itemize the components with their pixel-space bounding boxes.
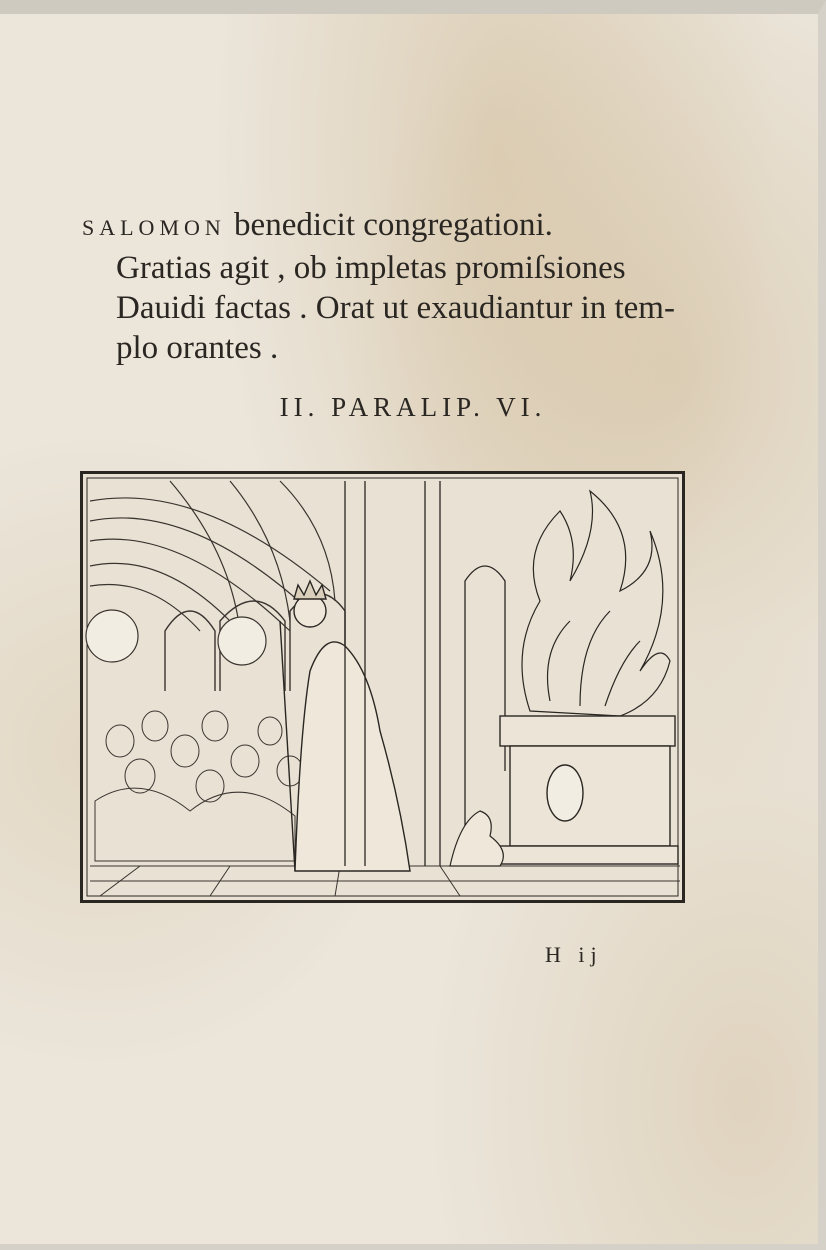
summary-name: SALOMON [82, 215, 226, 240]
summary-line-2: Gratias agit , ob impletas promiſsiones [116, 250, 626, 286]
summary-line-3: Dauidi factas . Orat ut exaudiantur in tem- [116, 290, 675, 326]
scripture-reference: II. PARALIP. VI. [279, 392, 547, 422]
chapter-summary [82, 205, 722, 368]
summary-line-1 [82, 205, 722, 248]
summary-line-4: plo orantes . [116, 330, 279, 366]
woodcut-illustration [80, 471, 685, 903]
woodcut-image [80, 471, 685, 903]
summary-line-1-rest: benedicit congregationi. [225, 207, 553, 243]
signature-mark: H ij [545, 942, 603, 967]
